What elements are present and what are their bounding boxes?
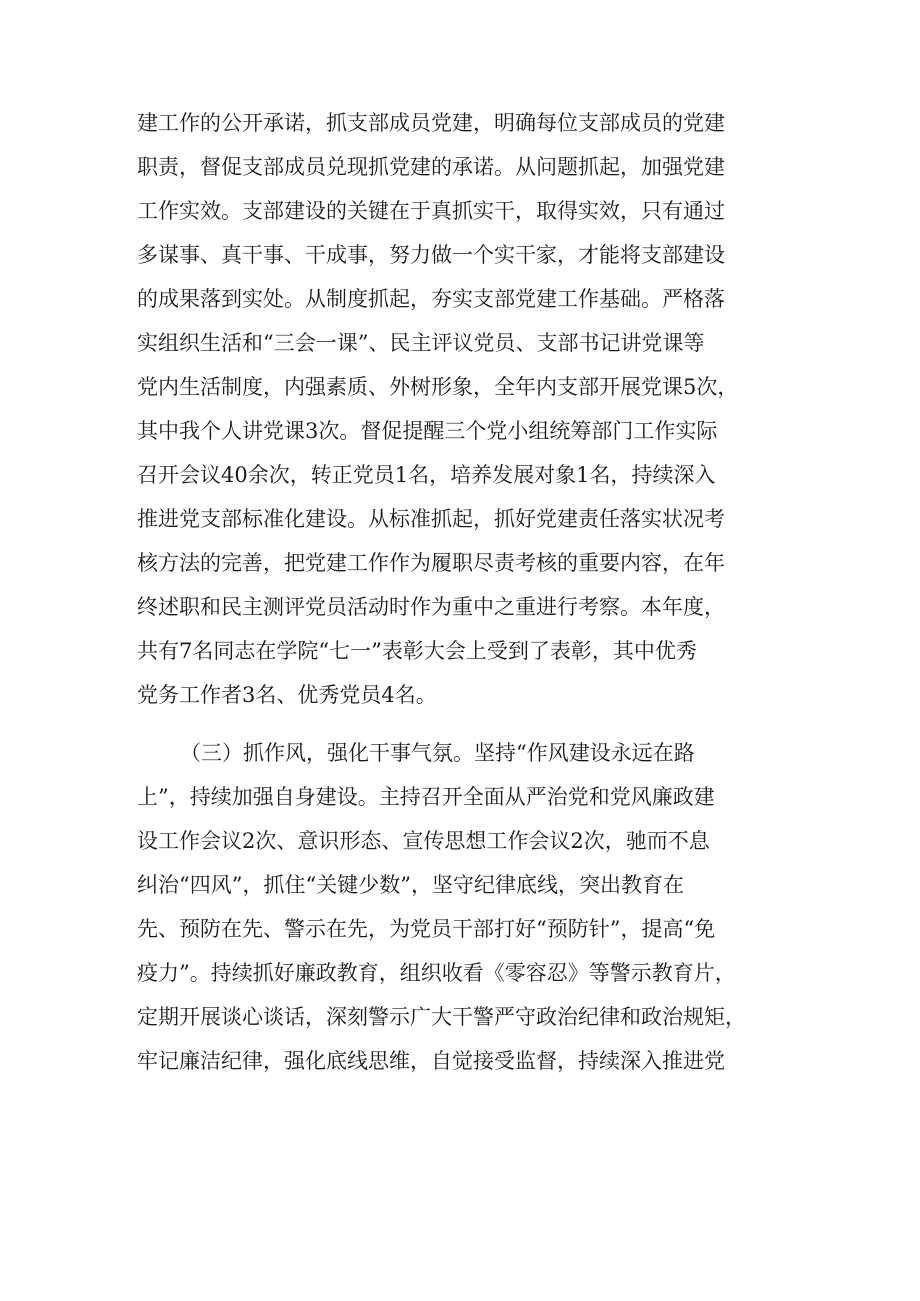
text-line: 实组织生活和“三会一课”、民主评议党员、支部书记讲党课等: [137, 331, 705, 355]
text-line: 上”，持续加强自身建设。主持召开全面从严治党和党风廉政建: [137, 785, 715, 809]
text-line: 党内生活制度，内强素质、外树形象，全年内支部开展党课5次，: [137, 375, 739, 399]
text-line: 疫力”。持续抓好廉政教育，组织收看《零容忍》等警示教育片，: [137, 961, 736, 985]
text-line: 设工作会议2次、意识形态、宣传思想工作会议2次，驰而不息: [137, 829, 710, 853]
text-line: 党务工作者3名、优秀党员4名。: [137, 683, 437, 707]
text-line: 多谋事、真干事、干成事，努力做一个实干家，才能将支部建设: [137, 243, 725, 267]
text-line: 先、预防在先、警示在先，为党员干部打好“预防针”，提高“免: [137, 917, 716, 941]
text-line: 推进党支部标准化建设。从标准抓起，抓好党建责任落实状况考: [137, 507, 725, 531]
text-line: 核方法的完善，把党建工作作为履职尽责考核的重要内容，在年: [137, 551, 725, 575]
text-line: 终述职和民主测评党员活动时作为重中之重进行考察。本年度，: [137, 595, 725, 619]
text-line: 牢记廉洁纪律，强化底线思维，自觉接受监督，持续深入推进党: [137, 1049, 725, 1073]
section-heading-line: （三）抓作风，强化干事气氛。坚持“作风建设永远在路: [180, 741, 695, 765]
text-line: 其中我个人讲党课3次。督促提醒三个党小组统筹部门工作实际: [137, 419, 718, 443]
text-line: 定期开展谈心谈话，深刻警示广大干警严守政治纪律和政治规矩，: [137, 1005, 746, 1029]
text-line: 的成果落到实处。从制度抓起，夯实支部党建工作基础。严格落: [137, 287, 725, 311]
text-line: 职责，督促支部成员兑现抓党建的承诺。从问题抓起，加强党建: [137, 155, 725, 179]
text-line: 纠治“四风”，抓住“关键少数”，坚守纪律底线，突出教育在: [137, 873, 684, 897]
text-line: 工作实效。支部建设的关键在于真抓实干，取得实效，只有通过: [137, 199, 725, 223]
text-line: 召开会议40余次，转正党员1名，培养发展对象1名，持续深入: [137, 463, 716, 487]
text-line: 共有7名同志在学院“七一”表彰大会上受到了表彰，其中优秀: [137, 639, 697, 663]
text-line: 建工作的公开承诺，抓支部成员党建，明确每位支部成员的党建: [137, 111, 725, 135]
